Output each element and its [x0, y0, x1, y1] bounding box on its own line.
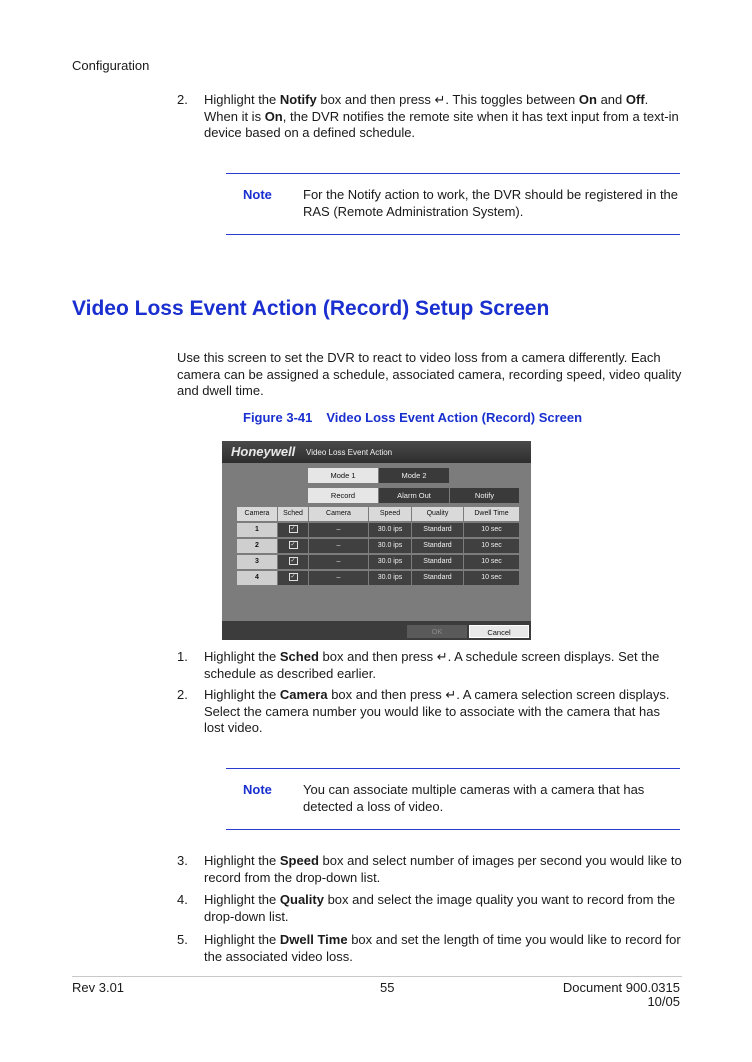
step-text: Highlight the Camera box and then press ↵. A camera selection screen displays. Select the camera number you would like to associate with the camera that has lost video. — [204, 687, 670, 735]
table-cell-dwell[interactable]: 10 sec — [464, 555, 519, 569]
column-header: Camera — [309, 507, 368, 521]
tab-mode-2[interactable]: Mode 2 — [379, 468, 449, 483]
dvr-screen — [222, 441, 531, 640]
intro-paragraph: Use this screen to set the DVR to react to video loss from a camera differently. Each camera can be assigned a schedule, associated camera, recording speed, video quality and dwell time. — [177, 350, 682, 398]
table-cell-speed[interactable]: 30.0 ips — [369, 571, 411, 585]
ok-button[interactable]: OK — [407, 625, 467, 638]
column-header: Dwell Time — [464, 507, 519, 521]
table-cell-camera: 3 — [237, 555, 277, 569]
step-number: 5. — [177, 932, 188, 947]
tab-record[interactable]: Record — [308, 488, 378, 503]
footer-date: 10/05 — [647, 994, 680, 1009]
table-cell-camera: 4 — [237, 571, 277, 585]
step-number: 3. — [177, 853, 188, 868]
table-cell-dwell[interactable]: 10 sec — [464, 571, 519, 585]
check-icon: ✓ — [290, 573, 296, 580]
note-text: For the Notify action to work, the DVR should be registered in the RAS (Remote Administration System). — [303, 187, 679, 219]
check-icon: ✓ — [290, 541, 296, 548]
table-cell-camera: 1 — [237, 523, 277, 537]
page-header: Configuration — [72, 58, 150, 73]
table-cell-assoc[interactable]: – — [309, 571, 368, 585]
sched-checkbox[interactable] — [278, 571, 308, 585]
column-header: Quality — [412, 507, 463, 521]
dvr-screen-title: Video Loss Event Action — [306, 448, 393, 457]
table-cell-quality[interactable]: Standard — [412, 571, 463, 585]
figure-number: Figure 3-41 — [243, 410, 313, 425]
table-cell-camera: 2 — [237, 539, 277, 553]
step-number: 2. — [177, 687, 188, 702]
step-text: Highlight the Dwell Time box and set the length of time you would like to record for the associated video loss. — [204, 932, 681, 964]
column-header: Sched — [278, 507, 308, 521]
honeywell-logo: Honeywell — [231, 444, 296, 459]
table-cell-dwell[interactable]: 10 sec — [464, 539, 519, 553]
table-cell-quality[interactable]: Standard — [412, 555, 463, 569]
table-cell-speed[interactable]: 30.0 ips — [369, 539, 411, 553]
note-bottom-rule — [226, 234, 680, 235]
cancel-button[interactable]: Cancel — [469, 625, 529, 638]
table-cell-assoc[interactable]: – — [309, 523, 368, 537]
tab-alarm-out[interactable]: Alarm Out — [379, 488, 449, 503]
check-icon: ✓ — [290, 557, 296, 564]
tab-mode-1[interactable]: Mode 1 — [308, 468, 378, 483]
figure-caption — [243, 410, 582, 425]
sched-checkbox[interactable] — [278, 523, 308, 537]
sched-checkbox[interactable] — [278, 555, 308, 569]
note-bottom-rule — [226, 829, 680, 830]
footer-revision: Rev 3.01 — [72, 980, 125, 995]
step-number: 4. — [177, 892, 188, 907]
table-cell-assoc[interactable]: – — [309, 555, 368, 569]
sched-checkbox[interactable] — [278, 539, 308, 553]
step-text: Highlight the Notify box and then press ↵. This toggles between On and Off. When it is On, the DVR notifies the remote site when it has text input from a text-in device based on a defined schedule. — [204, 92, 679, 140]
footer-document: Document 900.0315 — [562, 980, 680, 995]
note-top-rule — [226, 768, 680, 769]
tab-notify[interactable]: Notify — [450, 488, 519, 503]
table-cell-assoc[interactable]: – — [309, 539, 368, 553]
note-label: Note — [243, 782, 272, 797]
step-text: Highlight the Quality box and select the image quality you want to record from the drop-down list. — [204, 892, 676, 924]
table-cell-speed[interactable]: 30.0 ips — [369, 523, 411, 537]
table-cell-dwell[interactable]: 10 sec — [464, 523, 519, 537]
step-text: Highlight the Sched box and then press ↵. A schedule screen displays. Set the schedule as described earlier. — [204, 649, 660, 681]
note-top-rule — [226, 173, 680, 174]
step-number: 2. — [177, 92, 188, 107]
table-cell-quality[interactable]: Standard — [412, 539, 463, 553]
step-number: 1. — [177, 649, 188, 664]
check-icon: ✓ — [290, 525, 296, 532]
footer-rule — [72, 976, 682, 977]
column-header: Speed — [369, 507, 411, 521]
section-title: Video Loss Event Action (Record) Setup Screen — [72, 297, 550, 320]
note-text: You can associate multiple cameras with a camera that has detected a loss of video. — [303, 782, 645, 814]
note-label: Note — [243, 187, 272, 202]
figure-title: Video Loss Event Action (Record) Screen — [326, 410, 583, 425]
table-cell-quality[interactable]: Standard — [412, 523, 463, 537]
column-header: Camera — [237, 507, 277, 521]
footer-page-number: 55 — [380, 980, 395, 995]
step-text: Highlight the Speed box and select number of images per second you would like to record from the drop-down list. — [204, 853, 682, 885]
table-cell-speed[interactable]: 30.0 ips — [369, 555, 411, 569]
